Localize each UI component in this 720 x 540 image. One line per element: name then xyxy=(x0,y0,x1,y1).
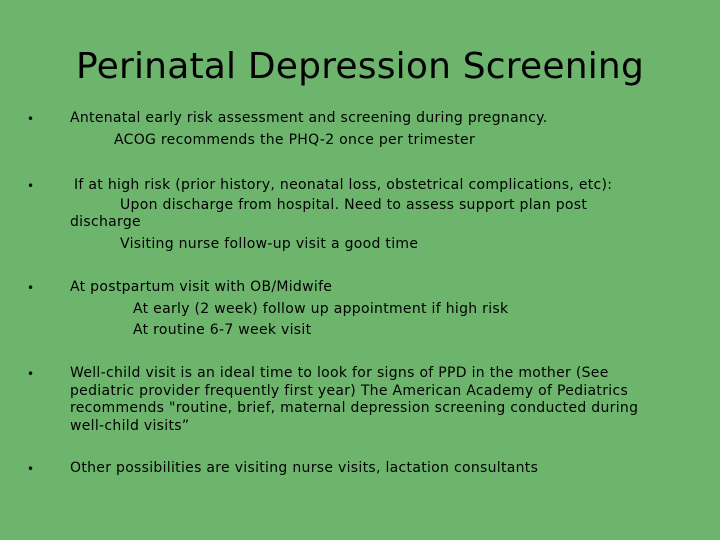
slide-title: Perinatal Depression Screening xyxy=(76,46,644,87)
bullet-subline: Visiting nurse follow-up visit a good time xyxy=(120,235,419,252)
bullet-subline: At early (2 week) follow up appointment if high risk xyxy=(133,300,509,317)
bullet-line: If at high risk (prior history, neonatal loss, obstetrical complications, etc): xyxy=(74,177,613,193)
bullet-line: Other possibilities are visiting nurse visits, lactation consultants xyxy=(70,460,539,476)
bullet-text xyxy=(70,460,670,478)
bullet-dot: • xyxy=(27,281,35,295)
bullet-subline: At routine 6-7 week visit xyxy=(133,322,312,338)
bullet-dot: • xyxy=(27,367,35,381)
bullet-subline: Upon discharge from hospital. Need to assess support plan post discharge xyxy=(70,196,588,230)
bullet-text xyxy=(70,365,660,435)
bullet-text xyxy=(70,110,670,149)
bullet-dot: • xyxy=(27,462,35,476)
bullet-line: At postpartum visit with OB/Midwife xyxy=(70,279,333,295)
bullet-text xyxy=(70,279,670,340)
bullet-line: Antenatal early risk assessment and screening during pregnancy. xyxy=(70,110,548,126)
bullet-line: Well-child visit is an ideal time to look for signs of PPD in the mother (See pediatric provider frequently first year) The American Academy of Pediatrics recommends "routine, brief, maternal depression screening conducted during well-child visits” xyxy=(70,365,639,434)
bullet-dot: • xyxy=(27,112,35,126)
bullet-text xyxy=(70,177,670,253)
bullet-dot: • xyxy=(27,179,35,193)
bullet-subline: ACOG recommends the PHQ-2 once per trimester xyxy=(114,131,475,148)
